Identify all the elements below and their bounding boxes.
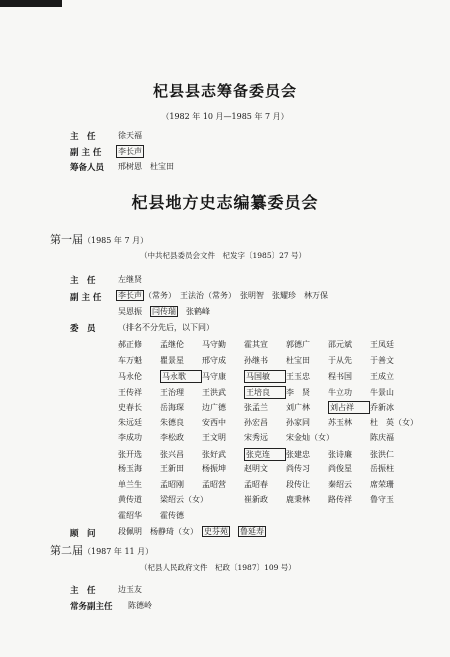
member-name: 张洪仁	[370, 449, 394, 459]
s1-deputy-post: 张鹤峰	[186, 307, 210, 316]
member-name: 孟昭营	[202, 479, 226, 489]
member-name: 孟昭春	[244, 479, 268, 489]
member-row	[118, 432, 412, 443]
member-name: 王培良	[244, 386, 286, 399]
member-name: 刘广林	[286, 403, 310, 412]
committee1-date: （1982 年 10 月—1985 年 7 月）	[161, 112, 289, 121]
session2-docref: （杞县人民政府文件 杞政〔1987〕109 号）	[140, 563, 296, 572]
c1-director-label: 主 任	[70, 132, 96, 142]
s1-members-label: 委 员	[70, 324, 96, 334]
member-row	[118, 448, 412, 461]
scan-mark	[0, 0, 62, 7]
s1-advisor-boxed1: 史芬苑	[204, 527, 228, 536]
c1-staff-label: 筹备人员	[70, 163, 105, 173]
member-name: 鲁守玉	[370, 495, 394, 504]
member-row	[118, 510, 412, 521]
member-name: 边广德	[202, 403, 226, 412]
member-name: 张开选	[118, 449, 142, 459]
member-row	[118, 417, 418, 428]
c1-director: 徐天福	[118, 131, 142, 140]
committee2-title: 杞县地方史志编纂委员会	[131, 193, 319, 212]
member-name: 朱远廷	[118, 417, 142, 427]
member-name: 梁绍云（女）	[160, 495, 208, 504]
member-name: 张好武	[202, 449, 226, 459]
member-name: 王新田	[160, 464, 184, 473]
member-name: 王传祥	[118, 387, 142, 397]
member-name: 李松政	[160, 433, 184, 442]
member-name: 程书国	[328, 372, 352, 381]
member-name: 李 贤	[286, 387, 310, 397]
member-name: 崔新政	[244, 495, 268, 504]
member-name: 孙家同	[286, 417, 310, 427]
s1-deputy-row1	[116, 290, 328, 301]
member-name: 尚俊星	[328, 464, 352, 473]
member-name: 张克连	[244, 448, 286, 461]
member-name: 王治理	[160, 387, 184, 397]
member-name: 李成功	[118, 433, 142, 442]
member-name: 黄传道	[118, 495, 142, 504]
member-name: 安西中	[202, 417, 226, 427]
member-name: 苏玉林	[328, 417, 352, 427]
member-name: 马守勤	[202, 340, 226, 349]
committee1-title: 杞县县志筹备委员会	[152, 82, 297, 100]
member-name: 朱德良	[160, 417, 184, 427]
member-name: 马永伦	[118, 372, 142, 381]
member-name: 段传让	[286, 479, 310, 489]
s1-deputy-boxed: 李长声	[118, 291, 142, 300]
session1-label: 第一届	[50, 233, 83, 246]
member-name: 刘占祥	[328, 401, 370, 414]
c1-deputy: 李长声	[118, 147, 142, 156]
member-row	[118, 479, 412, 490]
member-row	[118, 370, 412, 383]
member-name: 郝正修	[118, 340, 142, 349]
c1-deputy-label: 副 主 任	[70, 148, 102, 158]
member-name: 王文明	[202, 433, 226, 442]
member-name: 赵明文	[244, 464, 268, 473]
member-name: 鹿秉林	[286, 495, 310, 504]
member-name: 张兴昌	[160, 449, 184, 459]
session1-date: （1985 年 7 月）	[83, 236, 149, 245]
member-name: 秦绍云	[328, 479, 352, 489]
member-name: 席荣珊	[370, 479, 394, 489]
session1-docref: （中共杞县委员会文件 杞发字〔1985〕27 号）	[140, 251, 307, 260]
member-name: 杨玉海	[118, 464, 142, 473]
member-row	[118, 401, 412, 414]
s2-exec-deputy: 陈德岭	[128, 601, 152, 610]
member-name: 霍其宣	[244, 340, 268, 349]
member-name: 马永歌	[160, 370, 202, 383]
member-name: 史春长	[118, 403, 142, 412]
member-name: 张诗廉	[328, 449, 352, 459]
member-name: 孙宏昌	[244, 417, 268, 427]
s1-advisor-boxed2: 鲁延寿	[240, 527, 264, 536]
s2-director-label: 主 任	[70, 586, 96, 596]
session2-label: 第二届	[50, 544, 83, 557]
c1-staff: 邢树恩 杜宝田	[118, 162, 174, 171]
s1-deputy-label: 副 主 任	[70, 293, 102, 303]
member-name: 单兰生	[118, 479, 142, 489]
s1-deputy-row2	[118, 306, 210, 317]
member-name: 乔新冰	[370, 403, 394, 412]
member-name: 于从先	[328, 355, 352, 365]
member-name: 张建忠	[286, 449, 310, 459]
member-name: 郭德广	[286, 340, 310, 349]
member-name: 张孟兰	[244, 403, 268, 412]
member-name: 霍传德	[160, 510, 184, 520]
member-row	[118, 386, 412, 399]
s1-advisors	[118, 526, 266, 537]
s1-advisor-label: 顾 问	[70, 529, 96, 539]
member-name: 岳振柱	[370, 464, 394, 473]
member-name: 王成立	[370, 372, 394, 381]
member-name: 杨振坤	[202, 464, 226, 473]
member-name: 马守康	[202, 372, 226, 381]
member-name: 于善文	[370, 355, 394, 365]
member-name: 王玉忠	[286, 372, 310, 381]
s1-members-note: （排名不分先后，以下同）	[118, 323, 214, 332]
s2-exec-deputy-label: 常务副主任	[70, 602, 113, 612]
session1-heading	[50, 231, 148, 247]
member-name: 车万魁	[118, 355, 142, 365]
member-name: 邵元斌	[328, 340, 352, 349]
member-name: 牛景山	[370, 387, 394, 397]
member-row	[118, 494, 412, 505]
member-name: 岳海琛	[160, 403, 184, 412]
member-name: 王凤廷	[370, 340, 394, 349]
member-row	[118, 463, 412, 474]
s1-director-label: 主 任	[70, 276, 96, 286]
session2-heading	[50, 542, 153, 558]
member-name: 瞿景星	[160, 355, 184, 365]
member-name: 路传祥	[328, 495, 352, 504]
member-name: 陈庆福	[370, 433, 394, 442]
member-name: 王洪武	[202, 387, 226, 397]
member-name: 宋金灿（女）	[286, 433, 334, 442]
member-name: 尚传习	[286, 464, 310, 473]
member-name: 霍绍华	[118, 510, 142, 520]
s2-director: 边玉友	[118, 585, 142, 594]
member-name: 宋秀远	[244, 433, 268, 442]
member-name: 孙继书	[244, 355, 268, 365]
member-name: 邢守成	[202, 355, 226, 365]
s1-deputy-pre: 吴恩振	[118, 307, 142, 316]
session2-date: （1987 年 11 月）	[83, 547, 154, 556]
member-name: 马国敏	[244, 370, 286, 383]
s1-deputy-rest: （常务） 王法治（常务） 张明智 张耀珍 林万保	[144, 291, 328, 300]
member-name: 孟昭刚	[160, 479, 184, 489]
s1-deputy-boxed2: 闫传瑞	[152, 307, 176, 316]
member-row	[118, 355, 412, 366]
member-name: 孟继伦	[160, 340, 184, 349]
s1-director: 左继贤	[118, 275, 142, 284]
member-name: 牛立功	[328, 387, 352, 397]
member-name: 杜 英（女）	[370, 417, 418, 427]
member-name: 杜宝田	[286, 355, 310, 365]
s1-advisors-plain: 段佩明 杨静琦（女）	[118, 527, 194, 536]
member-row	[118, 339, 412, 350]
